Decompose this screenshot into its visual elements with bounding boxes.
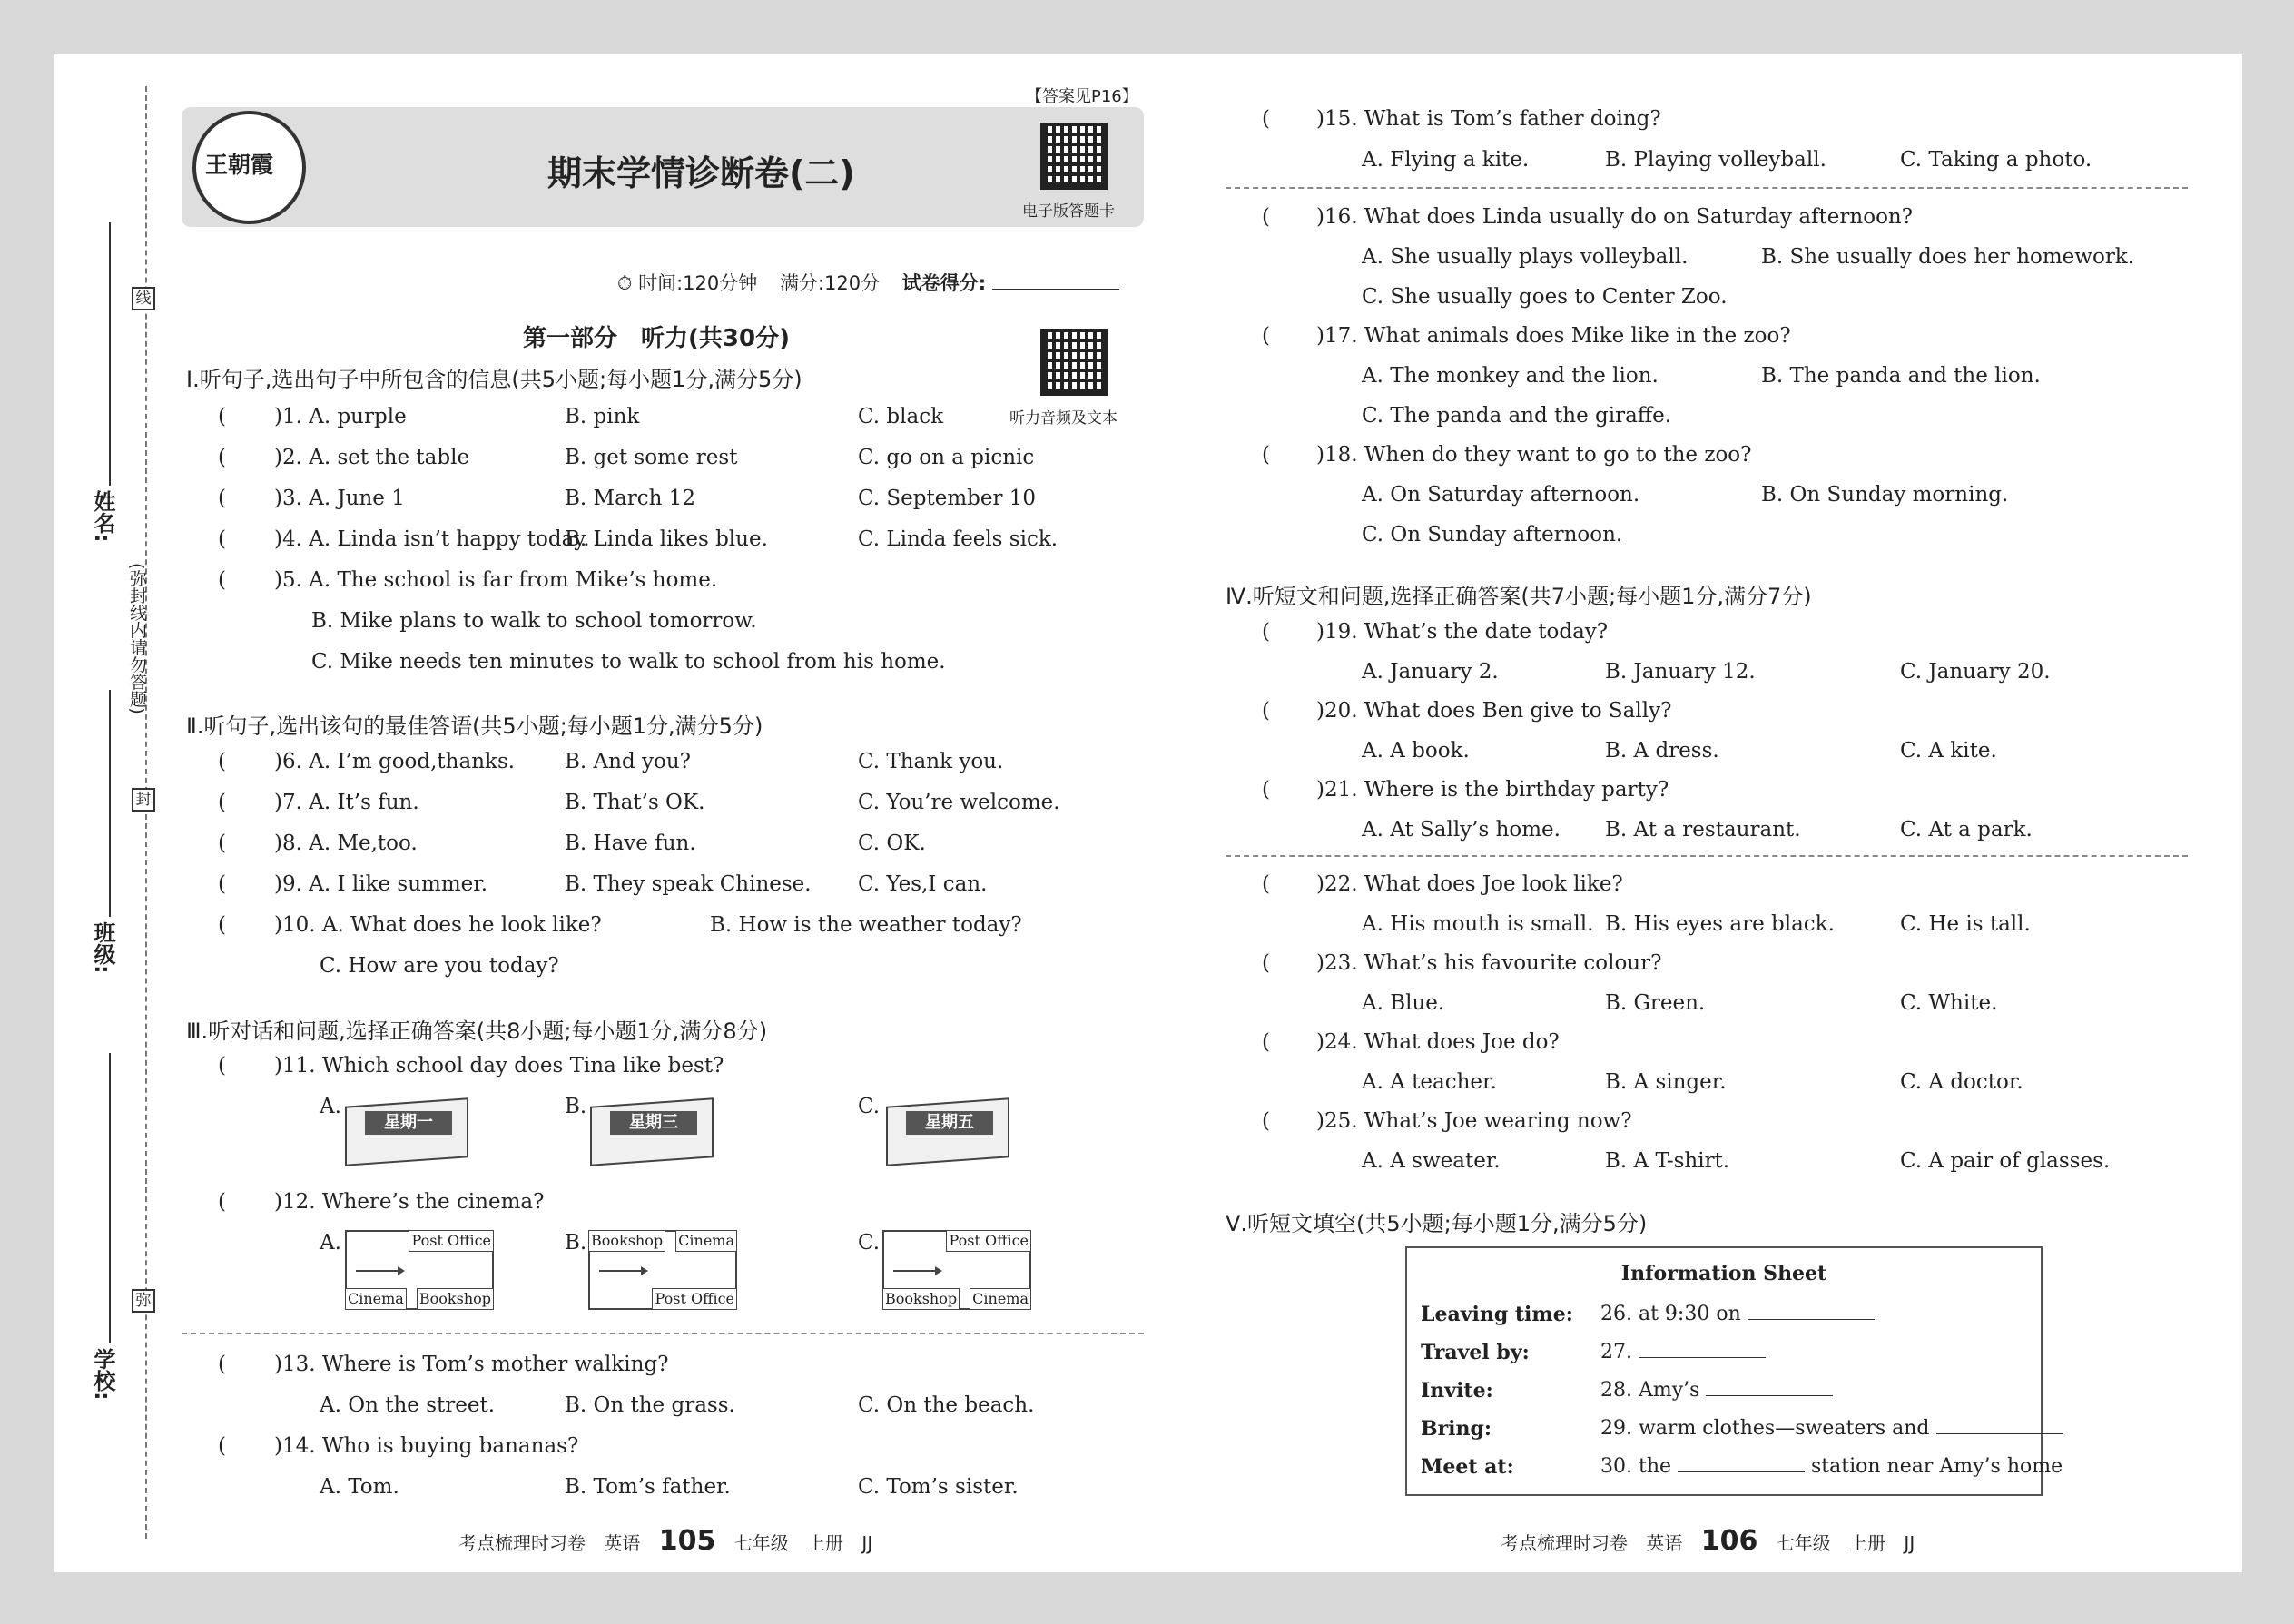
page-number-left: 105 <box>658 1525 716 1557</box>
q11-option-c-label: C. <box>858 1095 881 1118</box>
q14-option-a: A. Tom. <box>320 1475 399 1499</box>
q10-option-c: C. How are you today? <box>320 954 559 978</box>
q8-option-a: )8. A. Me,too. <box>274 832 418 855</box>
q18-option-a: A. On Saturday afternoon. <box>1362 483 1640 507</box>
blank-30: 30. the station near Amy’s home <box>1600 1455 2063 1478</box>
listening-audio-qr-code[interactable] <box>1040 329 1108 396</box>
q17-question: )17. What animals does Mike like in the zoo? <box>1316 324 1791 348</box>
q20-option-c: C. A kite. <box>1900 739 1997 763</box>
q17-option-c: C. The panda and the giraffe. <box>1362 404 1672 428</box>
divider-right-middle <box>1226 855 2188 857</box>
qr-caption: 电子版答题卡 <box>1022 202 1115 221</box>
q20-option-b: B. A dress. <box>1605 739 1719 763</box>
q1-option-c: C. black <box>858 405 944 428</box>
q5-option-b: B. Mike plans to walk to school tomorrow. <box>311 609 757 633</box>
q5-option-a: )5. A. The school is far from Mike’s home. <box>274 568 718 592</box>
q19-option-b: B. January 12. <box>1605 660 1756 684</box>
q3-option-c: C. September 10 <box>858 487 1037 510</box>
q13-paren: ( <box>218 1353 226 1376</box>
q11-question: )11. Which school day does Tina like best? <box>274 1054 724 1078</box>
page-title: 期末学情诊断卷(二) <box>547 153 855 193</box>
q9-option-c: C. Yes,I can. <box>858 872 988 896</box>
q14-option-c: C. Tom’s sister. <box>858 1475 1019 1499</box>
q7-option-b: B. That’s OK. <box>565 791 705 814</box>
q10-option-a: )10. A. What does he look like? <box>274 913 602 937</box>
information-sheet-title: Information Sheet <box>1620 1262 1827 1285</box>
blank-28-field[interactable] <box>1706 1380 1833 1396</box>
class-label: 班级: <box>90 921 115 974</box>
listening-qr-caption: 听力音频及文本 <box>1009 409 1117 428</box>
q19-question: )19. What’s the date today? <box>1316 620 1609 644</box>
q17-paren: ( <box>1262 324 1270 348</box>
footer-right: 考点梳理时习卷 英语 106 七年级 上册 JJ <box>1501 1525 1915 1557</box>
q25-paren: ( <box>1262 1109 1270 1133</box>
q6-paren: ( <box>218 750 226 773</box>
calendar-wednesday-image: 星期三 <box>585 1095 721 1166</box>
q20-option-a: A. A book. <box>1362 739 1470 763</box>
blank-30-field[interactable] <box>1678 1456 1805 1472</box>
q25-question: )25. What’s Joe wearing now? <box>1316 1109 1632 1133</box>
q21-option-b: B. At a restaurant. <box>1605 818 1801 842</box>
q4-option-c: C. Linda feels sick. <box>858 527 1058 551</box>
q11-paren: ( <box>218 1054 226 1078</box>
section1-title: Ⅰ.听句子,选出句子中所包含的信息(共5小题;每小题1分,满分5分) <box>186 367 802 392</box>
q18-paren: ( <box>1262 443 1270 467</box>
q15-paren: ( <box>1262 107 1270 131</box>
q16-option-c: C. She usually goes to Center Zoo. <box>1362 285 1728 309</box>
q10-option-b: B. How is the weather today? <box>710 913 1022 937</box>
q23-paren: ( <box>1262 951 1270 975</box>
invite-label: Invite: <box>1421 1379 1493 1403</box>
q8-paren: ( <box>218 832 226 855</box>
paper-score-label: 试卷得分: <box>901 272 987 294</box>
q18-question: )18. When do they want to go to the zoo? <box>1316 443 1752 467</box>
blank-29-field[interactable] <box>1936 1418 2063 1434</box>
blank-28: 28. Amy’s <box>1600 1379 1833 1402</box>
answer-reference: 【答案见P16】 <box>1026 87 1138 106</box>
q2-paren: ( <box>218 446 226 469</box>
q4-option-b: B. Linda likes blue. <box>565 527 768 551</box>
q7-option-c: C. You’re welcome. <box>858 791 1060 814</box>
q7-paren: ( <box>218 791 226 814</box>
blank-27: 27. <box>1600 1341 1766 1363</box>
q7-option-a: )7. A. It’s fun. <box>274 791 419 814</box>
q6-option-b: B. And you? <box>565 750 691 773</box>
q5-option-c: C. Mike needs ten minutes to walk to school from his home. <box>311 650 946 674</box>
q15-question: )15. What is Tom’s father doing? <box>1316 107 1661 131</box>
section4-title: Ⅳ.听短文和问题,选择正确答案(共7小题;每小题1分,满分7分) <box>1226 584 1812 609</box>
publisher-logo: 王朝霞 <box>192 111 306 224</box>
divider-left <box>182 1333 1144 1334</box>
q9-paren: ( <box>218 872 226 896</box>
school-label: 学校: <box>90 1348 115 1401</box>
q10-paren: ( <box>218 913 226 937</box>
q13-option-a: A. On the street. <box>320 1393 496 1417</box>
q8-option-b: B. Have fun. <box>565 832 696 855</box>
q18-option-c: C. On Sunday afternoon. <box>1362 523 1623 546</box>
q24-option-a: A. A teacher. <box>1362 1070 1497 1094</box>
bring-label: Bring: <box>1421 1417 1492 1441</box>
q9-option-a: )9. A. I like summer. <box>274 872 488 896</box>
exam-info <box>617 269 1119 296</box>
q21-option-a: A. At Sally’s home. <box>1362 818 1561 842</box>
q4-paren: ( <box>218 527 226 551</box>
name-line <box>109 222 111 486</box>
part1-title: 第一部分 听力(共30分) <box>523 325 790 352</box>
binding-char-feng: 封 <box>132 788 155 812</box>
map-option-a: Post Office Cinema Bookshop <box>345 1230 494 1310</box>
footer-left: 考点梳理时习卷 英语 105 七年级 上册 JJ <box>458 1525 873 1557</box>
q24-option-b: B. A singer. <box>1605 1070 1727 1094</box>
q14-option-b: B. Tom’s father. <box>565 1475 731 1499</box>
q21-question: )21. Where is the birthday party? <box>1316 778 1669 802</box>
q22-question: )22. What does Joe look like? <box>1316 872 1623 896</box>
q5-paren: ( <box>218 568 226 592</box>
q3-paren: ( <box>218 487 226 510</box>
section5-title: Ⅴ.听短文填空(共5小题;每小题1分,满分5分) <box>1226 1211 1648 1236</box>
q6-option-a: )6. A. I’m good,thanks. <box>274 750 516 773</box>
blank-26-field[interactable] <box>1748 1304 1875 1320</box>
section2-title: Ⅱ.听句子,选出该句的最佳答语(共5小题;每小题1分,满分5分) <box>186 714 763 739</box>
q20-paren: ( <box>1262 699 1270 723</box>
q1-option-b: B. pink <box>565 405 640 428</box>
q15-option-a: A. Flying a kite. <box>1362 148 1530 172</box>
q12-paren: ( <box>218 1190 226 1214</box>
q11-option-a-label: A. <box>320 1095 341 1118</box>
q1-paren: ( <box>218 405 226 428</box>
q23-question: )23. What’s his favourite colour? <box>1316 951 1662 975</box>
q12-option-a-label: A. <box>320 1231 341 1255</box>
q12-option-b-label: B. <box>565 1231 587 1255</box>
blank-29: 29. warm clothes—sweaters and <box>1600 1417 2063 1440</box>
score-info: 满分:120分 <box>779 272 881 294</box>
q13-option-b: B. On the grass. <box>565 1393 735 1417</box>
q6-option-c: C. Thank you. <box>858 750 1004 773</box>
q2-option-c: C. go on a picnic <box>858 446 1035 469</box>
q17-option-b: B. The panda and the lion. <box>1761 364 2041 388</box>
q20-question: )20. What does Ben give to Sally? <box>1316 699 1672 723</box>
answer-card-qr-code[interactable] <box>1040 123 1108 190</box>
q2-option-b: B. get some rest <box>565 446 738 469</box>
blank-27-field[interactable] <box>1639 1342 1766 1358</box>
q24-option-c: C. A doctor. <box>1900 1070 2023 1094</box>
q25-option-a: A. A sweater. <box>1362 1149 1501 1173</box>
q16-option-a: A. She usually plays volleyball. <box>1362 245 1689 269</box>
q1-option-a: )1. A. purple <box>274 405 407 428</box>
q12-option-c-label: C. <box>858 1231 881 1255</box>
leaving-time-label: Leaving time: <box>1421 1303 1573 1326</box>
q19-paren: ( <box>1262 620 1270 644</box>
section3-title: Ⅲ.听对话和问题,选择正确答案(共8小题;每小题1分,满分8分) <box>186 1019 768 1044</box>
q24-paren: ( <box>1262 1030 1270 1054</box>
q13-option-c: C. On the beach. <box>858 1393 1035 1417</box>
calendar-friday-image: 星期五 <box>881 1095 1017 1166</box>
q14-paren: ( <box>218 1434 226 1458</box>
q8-option-c: C. OK. <box>858 832 926 855</box>
time-info: 时间:120分钟 <box>638 272 758 294</box>
q24-question: )24. What does Joe do? <box>1316 1030 1560 1054</box>
q3-option-b: B. March 12 <box>565 487 696 510</box>
q23-option-b: B. Green. <box>1605 991 1706 1015</box>
q9-option-b: B. They speak Chinese. <box>565 872 812 896</box>
q4-option-a: )4. A. Linda isn’t happy today. <box>274 527 590 551</box>
clock-icon: ⏱ <box>617 272 633 294</box>
calendar-monday-image: 星期一 <box>340 1095 476 1166</box>
q11-option-b-label: B. <box>565 1095 587 1118</box>
q13-question: )13. Where is Tom’s mother walking? <box>274 1353 669 1376</box>
q23-option-a: A. Blue. <box>1362 991 1445 1015</box>
blank-26: 26. at 9:30 on <box>1600 1303 1875 1325</box>
page-number-right: 106 <box>1700 1525 1758 1557</box>
map-option-c: Post Office Bookshop Cinema <box>882 1230 1031 1310</box>
paper-score-field[interactable] <box>992 289 1119 290</box>
q16-question: )16. What does Linda usually do on Saturday afternoon? <box>1316 205 1914 229</box>
binding-char-xian: 线 <box>132 287 155 310</box>
q25-option-b: B. A T-shirt. <box>1605 1149 1730 1173</box>
map-option-b: Bookshop Cinema Post Office <box>588 1230 737 1310</box>
q14-question: )14. Who is buying bananas? <box>274 1434 579 1458</box>
q16-paren: ( <box>1262 205 1270 229</box>
q21-option-c: C. At a park. <box>1900 818 2033 842</box>
q22-paren: ( <box>1262 872 1270 896</box>
class-line <box>109 690 111 917</box>
q22-option-a: A. His mouth is small. <box>1362 912 1594 936</box>
divider-right-top <box>1226 187 2188 189</box>
school-line <box>109 1053 111 1343</box>
q12-question: )12. Where’s the cinema? <box>274 1190 545 1214</box>
q22-option-c: C. He is tall. <box>1900 912 2031 936</box>
q19-option-c: C. January 20. <box>1900 660 2051 684</box>
q16-option-b: B. She usually does her homework. <box>1761 245 2135 269</box>
name-label: 姓名: <box>90 490 115 543</box>
q3-option-a: )3. A. June 1 <box>274 487 405 510</box>
q21-paren: ( <box>1262 778 1270 802</box>
q17-option-a: A. The monkey and the lion. <box>1362 364 1659 388</box>
q2-option-a: )2. A. set the table <box>274 446 470 469</box>
q25-option-c: C. A pair of glasses. <box>1900 1149 2111 1173</box>
q15-option-b: B. Playing volleyball. <box>1605 148 1826 172</box>
travel-by-label: Travel by: <box>1421 1341 1530 1364</box>
binding-char-mi: 弥 <box>132 1289 155 1313</box>
q22-option-b: B. His eyes are black. <box>1605 912 1835 936</box>
binding-notice: (弥封线内请勿答题) <box>127 563 147 714</box>
q23-option-c: C. White. <box>1900 991 1998 1015</box>
q19-option-a: A. January 2. <box>1362 660 1499 684</box>
q18-option-b: B. On Sunday morning. <box>1761 483 2009 507</box>
meet-at-label: Meet at: <box>1421 1455 1514 1479</box>
q15-option-c: C. Taking a photo. <box>1900 148 2092 172</box>
